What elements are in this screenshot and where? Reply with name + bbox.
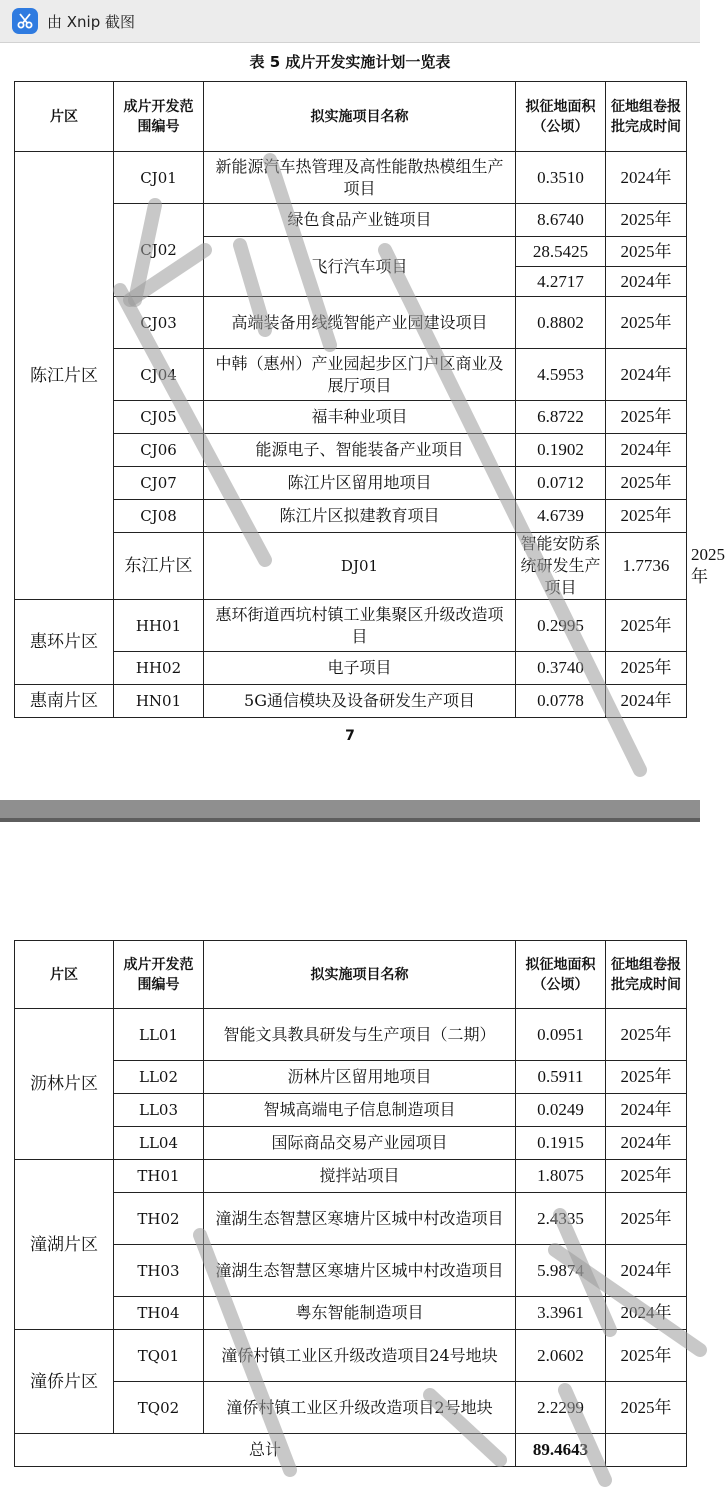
time-cell: 2025年 bbox=[606, 1009, 687, 1061]
page-separator bbox=[0, 800, 700, 822]
area-cell: 6.8722 bbox=[516, 401, 606, 434]
header-code: 成片开发范围编号 bbox=[114, 82, 204, 152]
code-cell: LL01 bbox=[114, 1009, 204, 1061]
code-cell: TH01 bbox=[114, 1160, 204, 1193]
code-cell: TH04 bbox=[114, 1297, 204, 1330]
window-titlebar bbox=[0, 0, 700, 43]
page-title: 表 5 成片开发实施计划一览表 bbox=[249, 53, 451, 71]
table-row bbox=[15, 204, 687, 237]
plan-table-2 bbox=[14, 940, 687, 1467]
time-cell: 2025年 bbox=[606, 1160, 687, 1193]
time-cell: 2025年 bbox=[606, 204, 687, 237]
area-cell: 4.5953 bbox=[516, 349, 606, 401]
table-row bbox=[15, 1297, 687, 1330]
area-cell: 0.3510 bbox=[516, 152, 606, 204]
area-cell: 0.0249 bbox=[516, 1094, 606, 1127]
time-cell: 2024年 bbox=[606, 267, 687, 297]
area-cell: 4.2717 bbox=[516, 267, 606, 297]
page-number: 7 bbox=[345, 728, 355, 744]
table-row bbox=[15, 500, 687, 533]
scissors-icon bbox=[12, 8, 38, 34]
code-cell: CJ08 bbox=[114, 500, 204, 533]
table-row bbox=[15, 401, 687, 434]
zone-cell: 沥林片区 bbox=[15, 1009, 114, 1160]
table-row bbox=[15, 685, 687, 718]
table-row bbox=[15, 1094, 687, 1127]
total-row bbox=[15, 1434, 687, 1467]
name-cell: 陈江片区留用地项目 bbox=[204, 467, 516, 500]
name-cell: 中韩（惠州）产业园起步区门户区商业及展厅项目 bbox=[204, 349, 516, 401]
code-cell: LL04 bbox=[114, 1127, 204, 1160]
zone-cell: 陈江片区 bbox=[15, 152, 114, 600]
time-cell: 2024年 bbox=[606, 685, 687, 718]
time-cell: 2025年 bbox=[606, 237, 687, 267]
name-cell: 福丰种业项目 bbox=[204, 401, 516, 434]
name-cell: 高端装备用线缆智能产业园建设项目 bbox=[204, 297, 516, 349]
code-cell: CJ01 bbox=[114, 152, 204, 204]
area-cell: 0.0712 bbox=[516, 467, 606, 500]
time-cell: 2025年 bbox=[606, 1382, 687, 1434]
time-cell: 2025年 bbox=[606, 1193, 687, 1245]
table-row bbox=[15, 1160, 687, 1193]
header-area: 拟征地面积（公顷） bbox=[516, 941, 606, 1009]
zone-cell: 惠南片区 bbox=[15, 685, 114, 718]
name-cell: 沥林片区留用地项目 bbox=[204, 1061, 516, 1094]
code-cell: HN01 bbox=[114, 685, 204, 718]
total-time-cell bbox=[606, 1434, 687, 1467]
table-header-row bbox=[15, 82, 687, 152]
header-time: 征地组卷报批完成时间 bbox=[606, 941, 687, 1009]
area-cell: 0.5911 bbox=[516, 1061, 606, 1094]
header-zone: 片区 bbox=[15, 82, 114, 152]
code-cell: HH01 bbox=[114, 600, 204, 652]
time-cell: 2025年 bbox=[606, 652, 687, 685]
name-cell: 智城高端电子信息制造项目 bbox=[204, 1094, 516, 1127]
area-cell: 0.3740 bbox=[516, 652, 606, 685]
code-cell: CJ06 bbox=[114, 434, 204, 467]
time-cell: 2024年 bbox=[606, 1094, 687, 1127]
table-row bbox=[15, 1009, 687, 1061]
name-cell: 电子项目 bbox=[204, 652, 516, 685]
plan-table-1 bbox=[14, 81, 725, 718]
zone-cell: 潼湖片区 bbox=[15, 1160, 114, 1330]
time-cell: 2025年 bbox=[606, 297, 687, 349]
area-cell: 0.0778 bbox=[516, 685, 606, 718]
area-cell: 0.1915 bbox=[516, 1127, 606, 1160]
name-cell: 潼湖生态智慧区寒塘片区城中村改造项目 bbox=[204, 1193, 516, 1245]
total-area: 89.4643 bbox=[516, 1434, 606, 1467]
table-row bbox=[15, 434, 687, 467]
name-cell: 陈江片区拟建教育项目 bbox=[204, 500, 516, 533]
name-cell: 新能源汽车热管理及高性能散热模组生产项目 bbox=[204, 152, 516, 204]
name-cell: 粤东智能制造项目 bbox=[204, 1297, 516, 1330]
time-cell: 2024年 bbox=[606, 1297, 687, 1330]
table-row bbox=[15, 467, 687, 500]
code-cell: CJ04 bbox=[114, 349, 204, 401]
name-cell: 惠环街道西坑村镇工业集聚区升级改造项目 bbox=[204, 600, 516, 652]
code-cell: CJ05 bbox=[114, 401, 204, 434]
area-cell: 0.8802 bbox=[516, 297, 606, 349]
table-row bbox=[15, 1061, 687, 1094]
name-cell: 潼湖生态智慧区寒塘片区城中村改造项目 bbox=[204, 1245, 516, 1297]
time-cell: 2025年 bbox=[606, 500, 687, 533]
area-cell: 4.6739 bbox=[516, 500, 606, 533]
table-row bbox=[15, 600, 687, 652]
time-cell: 2024年 bbox=[606, 152, 687, 204]
area-cell: 2.4335 bbox=[516, 1193, 606, 1245]
table-row: 东江片区 DJ01 智能安防系统研发生产项目 1.7736 2025年 bbox=[15, 533, 687, 600]
code-cell: HH02 bbox=[114, 652, 204, 685]
table-row bbox=[15, 1245, 687, 1297]
code-cell: TQ02 bbox=[114, 1382, 204, 1434]
code-cell: TH02 bbox=[114, 1193, 204, 1245]
table-header-row bbox=[15, 941, 687, 1009]
zone-cell: 东江片区 bbox=[114, 533, 204, 600]
table-row bbox=[15, 152, 687, 204]
name-cell: 潼侨村镇工业区升级改造项目2号地块 bbox=[204, 1382, 516, 1434]
time-cell: 2024年 bbox=[606, 349, 687, 401]
name-cell: 潼侨村镇工业区升级改造项目24号地块 bbox=[204, 1330, 516, 1382]
table-row bbox=[15, 349, 687, 401]
zone-cell: 潼侨片区 bbox=[15, 1330, 114, 1434]
area-cell: 0.2995 bbox=[516, 600, 606, 652]
area-cell: 8.6740 bbox=[516, 204, 606, 237]
area-cell: 1.7736 bbox=[606, 533, 687, 600]
area-cell: 5.9874 bbox=[516, 1245, 606, 1297]
name-cell: 飞行汽车项目 bbox=[204, 237, 516, 297]
code-cell: CJ07 bbox=[114, 467, 204, 500]
table-row bbox=[15, 297, 687, 349]
time-cell: 2025年 bbox=[606, 401, 687, 434]
zone-cell: 惠环片区 bbox=[15, 600, 114, 685]
area-cell: 2.0602 bbox=[516, 1330, 606, 1382]
code-cell: CJ03 bbox=[114, 297, 204, 349]
area-cell: 1.8075 bbox=[516, 1160, 606, 1193]
code-cell: TQ01 bbox=[114, 1330, 204, 1382]
header-time: 征地组卷报批完成时间 bbox=[606, 82, 687, 152]
name-cell: 智能安防系统研发生产项目 bbox=[516, 533, 606, 600]
header-name: 拟实施项目名称 bbox=[204, 941, 516, 1009]
time-cell: 2025年 bbox=[606, 1061, 687, 1094]
time-cell: 2025年 bbox=[606, 1330, 687, 1382]
name-cell: 国际商品交易产业园项目 bbox=[204, 1127, 516, 1160]
area-cell: 28.5425 bbox=[516, 237, 606, 267]
table-row bbox=[15, 1330, 687, 1382]
app-title: 由 Xnip 截图 bbox=[47, 12, 136, 31]
code-cell: CJ02 bbox=[114, 204, 204, 297]
total-label: 总计 bbox=[15, 1434, 516, 1467]
time-cell: 2024年 bbox=[606, 1127, 687, 1160]
table-row bbox=[15, 1382, 687, 1434]
header-area: 拟征地面积（公顷） bbox=[516, 82, 606, 152]
header-name: 拟实施项目名称 bbox=[204, 82, 516, 152]
area-cell: 2.2299 bbox=[516, 1382, 606, 1434]
code-cell: LL03 bbox=[114, 1094, 204, 1127]
time-cell: 2025年 bbox=[606, 467, 687, 500]
name-cell: 5G通信模块及设备研发生产项目 bbox=[204, 685, 516, 718]
area-cell: 3.3961 bbox=[516, 1297, 606, 1330]
code-cell: TH03 bbox=[114, 1245, 204, 1297]
table-row bbox=[15, 652, 687, 685]
time-cell: 2024年 bbox=[606, 1245, 687, 1297]
table-row bbox=[15, 1127, 687, 1160]
area-cell: 0.1902 bbox=[516, 434, 606, 467]
code-cell: LL02 bbox=[114, 1061, 204, 1094]
name-cell: 能源电子、智能装备产业项目 bbox=[204, 434, 516, 467]
name-cell: 智能文具教具研发与生产项目（二期） bbox=[204, 1009, 516, 1061]
header-code: 成片开发范围编号 bbox=[114, 941, 204, 1009]
area-cell: 0.0951 bbox=[516, 1009, 606, 1061]
time-cell: 2025年 bbox=[606, 600, 687, 652]
name-cell: 搅拌站项目 bbox=[204, 1160, 516, 1193]
name-cell: 绿色食品产业链项目 bbox=[204, 204, 516, 237]
table-row bbox=[15, 1193, 687, 1245]
code-cell: DJ01 bbox=[204, 533, 516, 600]
header-zone: 片区 bbox=[15, 941, 114, 1009]
time-cell: 2024年 bbox=[606, 434, 687, 467]
